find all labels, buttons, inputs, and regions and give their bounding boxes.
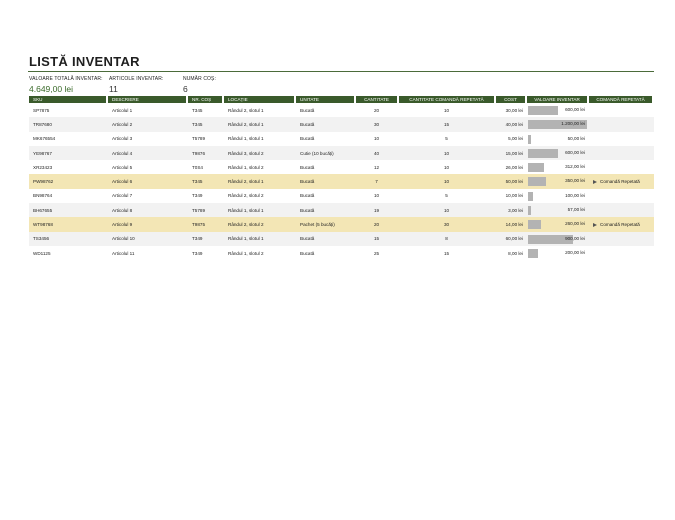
value-databar [528,249,538,258]
cell-reorder-flag[interactable] [589,203,654,217]
cell-unit[interactable]: Bucată [300,107,315,113]
inventory-value-text: 600,00 lei [565,107,585,112]
cell-reorder-flag[interactable] [589,146,654,160]
inventory-value-text: 260,00 lei [565,221,585,227]
cell-description[interactable]: Articolul 2 [108,117,188,131]
cell-bin[interactable]: T9875 [188,217,224,231]
summary-total-value-label: VALOARE TOTALĂ INVENTAR: [29,76,103,82]
cell-quantity[interactable]: 7 [356,174,399,188]
cell-location[interactable]: Rândul 1, slotul 1 [228,136,264,142]
cell-sku[interactable]: PW98762 [29,174,108,188]
cell-sku[interactable]: TS3456 [29,232,108,246]
cell-reorder-quantity[interactable]: 10 [399,203,496,217]
cell-bin[interactable]: T9876 [188,146,224,160]
cell-reorder-quantity[interactable]: 15 [443,250,450,256]
flag-icon [593,180,597,184]
cell-cost[interactable]: 50,00 lei [496,174,527,188]
inventory-value-text: 350,00 lei [565,178,585,184]
col-header-reorder-quantity[interactable]: CANTITATE COMANDĂ REPETATĂ [399,96,496,103]
cell-unit[interactable]: Bucată [296,232,356,246]
value-databar [528,163,544,172]
inventory-value-text: 900,00 lei [565,235,585,241]
value-databar [528,220,541,229]
cell-description[interactable]: Articolul 1 [112,107,133,113]
cell-location[interactable]: Rândul 3, slotul 2 [224,146,296,160]
cell-inventory-value[interactable] [527,132,589,146]
cell-description[interactable]: Articolul 3 [112,136,133,142]
cell-unit[interactable]: Pachet (5 bucăți) [296,217,356,231]
cell-unit[interactable]: Bucată [296,203,356,217]
summary-total-value-amount: 4.649,00 lei [29,84,73,94]
col-header-description[interactable]: DESCRIERE [108,96,188,103]
col-header-inventory-value[interactable]: VALOARE INVENTAR [527,96,589,103]
cell-cost[interactable]: 10,00 lei [505,193,523,199]
summary-bin-count [183,76,216,94]
table-row[interactable] [29,117,654,131]
col-header-bin[interactable]: NR. COȘ [188,96,224,103]
cell-reorder-flag[interactable] [589,132,654,146]
cell-bin[interactable]: T349 [192,193,203,199]
cell-bin[interactable]: T349 [188,232,224,246]
cell-reorder-quantity[interactable]: 15 [399,117,496,131]
value-databar [528,149,558,158]
cell-unit[interactable]: Bucată [300,136,315,142]
cell-location[interactable]: Rândul 1, slotul 2 [228,250,264,256]
cell-unit[interactable]: Cutie (10 bucăți) [296,146,356,160]
cell-description[interactable]: Articolul 7 [112,193,133,199]
cell-reorder-quantity[interactable]: 10 [399,174,496,188]
cell-reorder-flag[interactable] [589,232,654,246]
cell-description[interactable]: Articolul 4 [108,146,188,160]
cell-unit[interactable]: Bucată [296,174,356,188]
table-row[interactable] [29,232,654,246]
table-body [29,103,654,260]
summary-total-value [29,76,103,94]
cell-bin[interactable]: T345 [188,174,224,188]
title-divider [28,71,654,72]
cell-description[interactable]: Articolul 5 [112,164,133,170]
summary-item-count [109,76,163,94]
inventory-value-text: 50,00 lei [567,135,585,141]
cell-cost[interactable]: 60,00 lei [496,232,527,246]
col-header-location[interactable]: LOCAȚIE [224,96,296,103]
cell-bin[interactable]: T345 [188,117,224,131]
cell-reorder-quantity[interactable]: 30 [399,217,496,231]
inventory-value-text: 100,00 lei [565,192,585,198]
cell-reorder-flag[interactable] [589,103,654,117]
value-databar [528,106,558,115]
cell-quantity[interactable]: 20 [373,107,380,113]
cell-location[interactable]: Rândul 1, slotul 2 [228,164,264,170]
reorder-label: Comandă Repetată [600,179,640,185]
inventory-value-text: 57,00 lei [567,207,585,213]
cell-cost[interactable]: 26,00 lei [505,164,523,170]
cell-description[interactable]: Articolul 8 [108,203,188,217]
cell-description[interactable]: Articolul 11 [112,250,135,256]
cell-reorder-flag[interactable] [589,189,654,203]
cell-quantity[interactable]: 15 [356,232,399,246]
cell-location[interactable]: Rândul 2, slotul 1 [228,107,264,113]
cell-reorder-flag[interactable] [589,117,654,131]
cell-location[interactable]: Rândul 2, slotul 1 [224,174,296,188]
cell-inventory-value[interactable] [527,232,589,246]
reorder-label: Comandă Repetată [600,222,640,228]
cell-unit[interactable]: Bucată [300,250,315,256]
cell-bin[interactable]: T5789 [188,203,224,217]
cell-location[interactable]: Rândul 2, slotul 1 [224,117,296,131]
inventory-value-text: 1.200,00 lei [561,121,585,127]
cell-description[interactable]: Articolul 9 [108,217,188,231]
cell-reorder-quantity[interactable]: 10 [443,164,450,170]
cell-cost[interactable]: 15,00 lei [496,146,527,160]
cell-reorder-quantity[interactable]: 5 [445,193,448,199]
value-databar [528,177,546,186]
cell-bin[interactable]: T5789 [192,136,206,142]
cell-sku[interactable]: BN98764 [33,193,53,199]
cell-unit[interactable]: Bucată [296,117,356,131]
inventory-value-text: 600,00 lei [565,149,585,155]
cell-reorder-quantity[interactable]: 10 [399,146,496,160]
cell-bin[interactable]: T0S4 [192,164,203,170]
cell-inventory-value[interactable] [527,146,589,160]
cell-location[interactable]: Rândul 2, slotul 2 [228,193,264,199]
cell-quantity[interactable]: 25 [373,250,380,256]
summary-bin-count-value: 6 [183,84,188,94]
table-row[interactable] [29,189,654,203]
cell-quantity[interactable]: 30 [356,117,399,131]
col-header-sku[interactable]: SKU [29,96,108,103]
table-row[interactable] [29,132,654,146]
cell-bin[interactable]: T345 [192,107,203,113]
cell-reorder-quantity[interactable]: 5 [445,136,448,142]
cell-quantity[interactable]: 19 [356,203,399,217]
cell-sku[interactable]: WT98768 [29,217,108,231]
cell-cost[interactable]: 40,00 lei [496,117,527,131]
summary-item-count-value: 11 [109,84,118,94]
cell-inventory-value[interactable] [527,189,589,203]
value-databar [528,192,533,201]
col-header-quantity[interactable]: CANTITATE [356,96,399,103]
cell-inventory-value[interactable] [527,103,589,117]
page-title: LISTĂ INVENTAR [29,54,140,69]
cell-sku[interactable]: XR23423 [33,164,53,170]
table-row[interactable] [29,246,654,260]
cell-sku[interactable]: WD1125 [33,250,51,256]
col-header-unit[interactable]: UNITATE [296,96,356,103]
cell-reorder-flag[interactable] [589,217,654,231]
table-row[interactable] [29,103,654,117]
cell-cost[interactable]: 3,00 lei [496,203,527,217]
table-row[interactable] [29,146,654,160]
cell-inventory-value[interactable] [527,174,589,188]
cell-inventory-value[interactable] [527,217,589,231]
col-header-cost[interactable]: COST [496,96,527,103]
cell-reorder-flag[interactable] [589,160,654,174]
cell-sku[interactable]: BH67655 [29,203,108,217]
cell-cost[interactable]: 5,00 lei [508,136,523,142]
cell-location[interactable]: Rândul 2, slotul 2 [224,217,296,231]
inventory-table [29,96,654,260]
cell-inventory-value[interactable] [527,160,589,174]
cell-inventory-value[interactable] [527,117,589,131]
table-row[interactable] [29,160,654,174]
inventory-value-text: 200,00 lei [565,249,585,255]
cell-cost[interactable]: 30,00 lei [505,107,523,113]
flag-icon [593,223,597,227]
cell-bin[interactable]: T349 [192,250,203,256]
table-row[interactable] [29,174,654,188]
cell-quantity[interactable]: 20 [356,217,399,231]
col-header-reorder[interactable]: COMANDĂ REPETATĂ [589,96,654,103]
cell-reorder-quantity[interactable]: 8 [399,232,496,246]
cell-cost[interactable]: 14,00 lei [496,217,527,231]
cell-sku[interactable]: SP7875 [33,107,50,113]
cell-reorder-flag[interactable] [589,246,654,260]
cell-sku[interactable]: YE98767 [29,146,108,160]
table-header-row [29,96,654,103]
value-databar [528,135,531,144]
cell-location[interactable]: Rândul 1, slotul 1 [224,232,296,246]
cell-unit[interactable]: Bucată [300,193,315,199]
cell-reorder-quantity[interactable]: 10 [443,107,450,113]
cell-description[interactable]: Articolul 6 [108,174,188,188]
cell-description[interactable]: Articolul 10 [108,232,188,246]
cell-inventory-value[interactable] [527,246,589,260]
cell-quantity[interactable]: 10 [373,136,380,142]
cell-inventory-value[interactable] [527,203,589,217]
table-row[interactable] [29,217,654,231]
cell-cost[interactable]: 8,00 lei [508,250,523,256]
cell-sku[interactable]: TR87680 [29,117,108,131]
inventory-value-text: 312,00 lei [565,164,585,170]
cell-unit[interactable]: Bucată [300,164,315,170]
table-row[interactable] [29,203,654,217]
cell-quantity[interactable]: 10 [373,193,380,199]
cell-location[interactable]: Rândul 1, slotul 1 [224,203,296,217]
cell-quantity[interactable]: 12 [373,164,380,170]
cell-sku[interactable]: MK676554 [33,136,56,142]
value-databar [528,206,531,215]
summary-bin-count-label: NUMĂR COȘ: [183,76,216,82]
cell-quantity[interactable]: 40 [356,146,399,160]
cell-reorder-flag[interactable] [589,174,654,188]
summary-item-count-label: ARTICOLE INVENTAR: [109,76,164,82]
